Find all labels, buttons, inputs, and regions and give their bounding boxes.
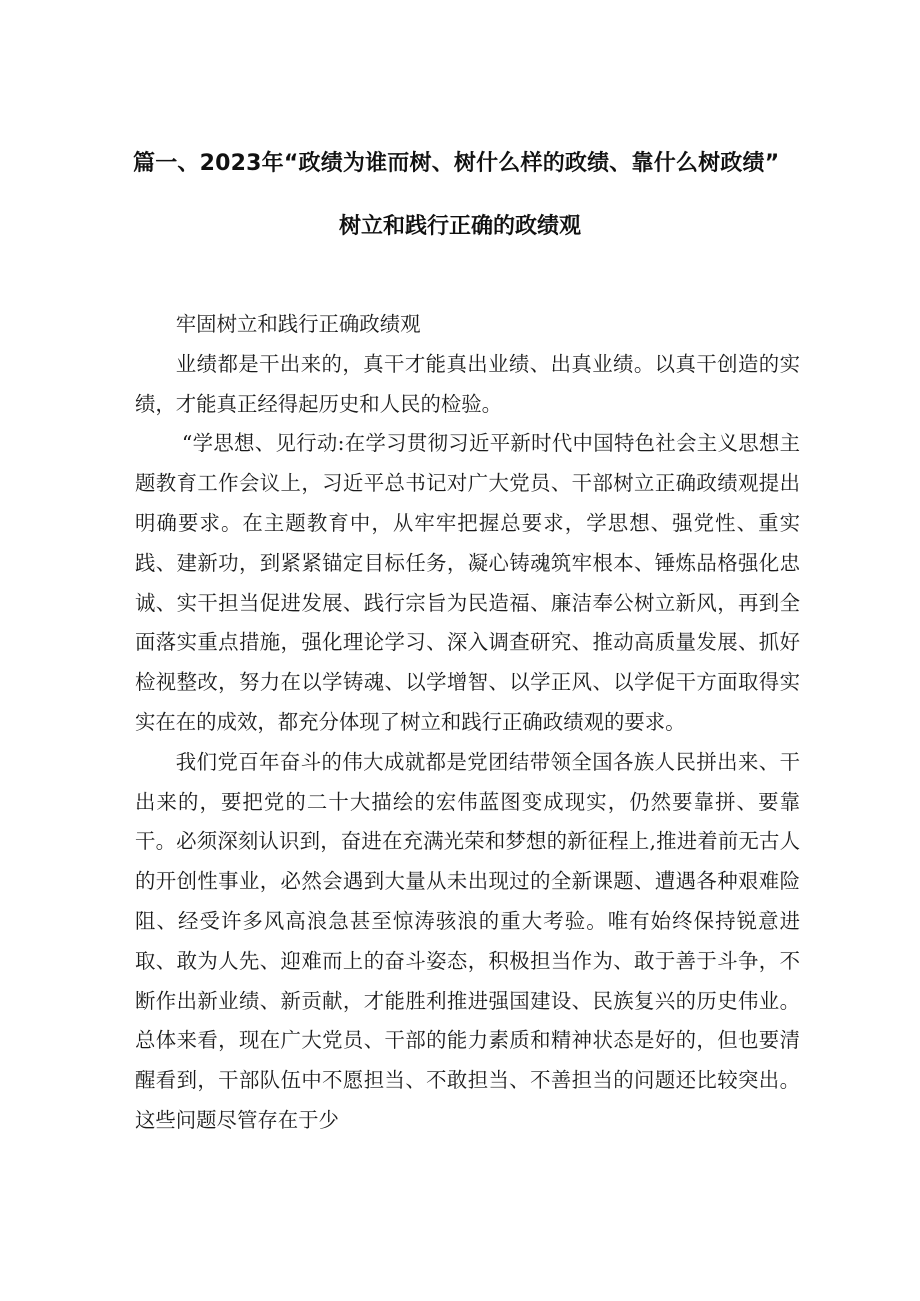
document-title-line-2: 树立和践行正确的政绩观 xyxy=(338,214,581,239)
paragraph: “学思想、见行动:在学习贯彻习近平新时代中国特色社会主义思想主题教育工作会议上，习近平总书记对广大党员、干部树立正确政绩观提出明确要求。在主题教育中，从牢牢把握总要求，学思想、强党性、重实践、建新功，到紧紧锚定目标任务，凝心铸魂筑牢根本、锤炼品格强化忠诚、实干担当促进发展、践行宗旨为民造福、廉洁奉公树立新风，再到全面落实重点措施，强化理论学习、深入调查研究、推动高质量发展、抓好检视整改，努力在以学铸魂、以学增智、以学正风、以学促干方面取得实实在在的成效，都充分体现了树立和践行正确政绩观的要求。 xyxy=(135,431,800,734)
paragraph: 业绩都是干出来的，真干才能真出业绩、出真业绩。以真干创造的实绩，才能真正经得起历史和人民的检验。 xyxy=(135,351,800,416)
paragraph: 我们党百年奋斗的伟大成就都是党团结带领全国各族人民拼出来、干出来的，要把党的二十大描绘的宏伟蓝图变成现实，仍然要靠拼、要靠干。必须深刻认识到，奋进在充满光荣和梦想的新征程上,推进着前无古人的开创性事业，必然会遇到大量从未出现过的全新课题、遭遇各种艰难险阻、经受许多风高浪急甚至惊涛骇浪的重大考验。唯有始终保持锐意进取、敢为人先、迎难而上的奋斗姿态，积极担当作为、敢于善于斗争，不断作出新业绩、新贡献，才能胜利推进强国建设、民族复兴的历史伟业。总体来看，现在广大党员、干部的能力素质和精神状态是好的，但也要清醒看到，干部队伍中不愿担当、不敢担当、不善担当的问题还比较突出。这些问题尽管存在于少 xyxy=(135,749,800,1132)
document-body xyxy=(135,305,800,1141)
document-title-line-1: 篇一、2023年“政绩为谁而树、树什么样的政绩、靠什么树政绩” xyxy=(133,151,780,176)
paragraph-subheading: 牢固树立和践行正确政绩观 xyxy=(175,312,421,336)
